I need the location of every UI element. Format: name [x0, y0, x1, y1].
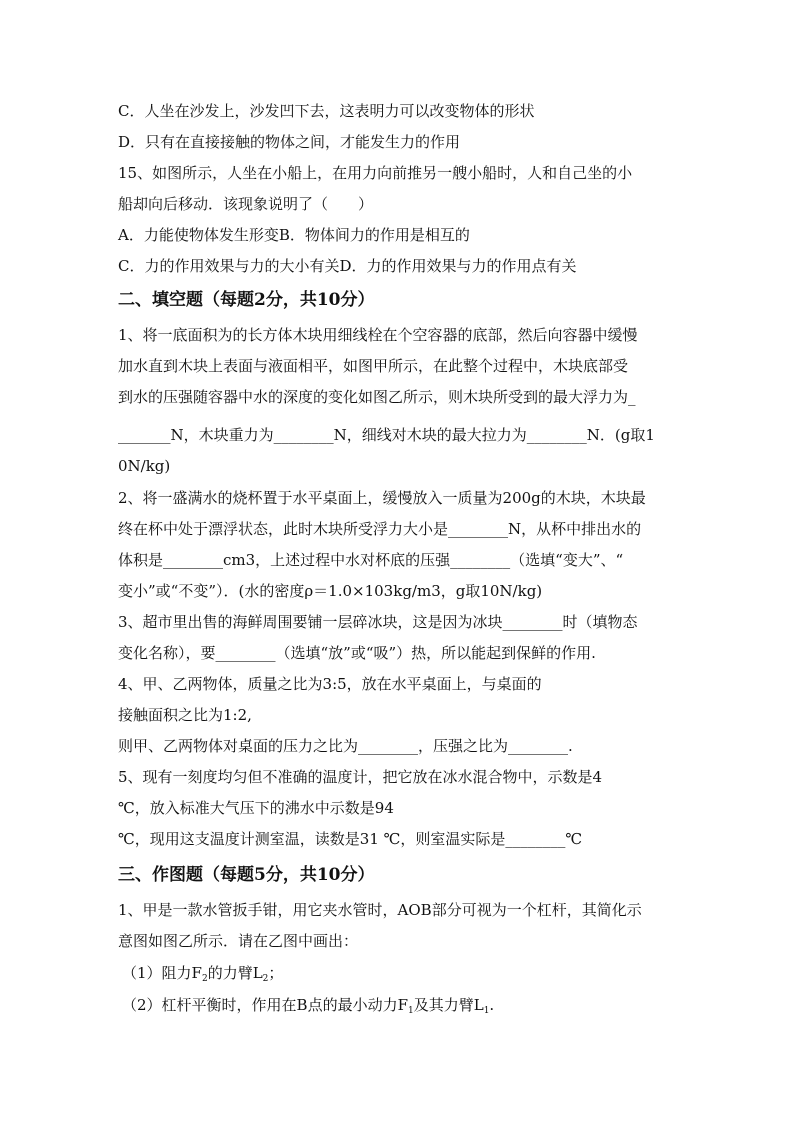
- fill-q3-line-2: 变化名称），要________（选填“放”或“吸”）热，所以能起到保鲜的作用.: [118, 644, 596, 662]
- draw-q1-line-1: 1、甲是一款水管扳手钳，用它夹水管时，AOB部分可视为一个杠杆，其简化示: [118, 901, 642, 919]
- sub-item-2-subscript-l: 1: [483, 1006, 490, 1016]
- fill-q4-line-2: 接触面积之比为1:2,: [118, 706, 252, 724]
- sub-item-2-prefix: （2）杠杆平衡时，作用在B点的最小动力F: [122, 996, 408, 1014]
- sub-item-1-prefix: （1）阻力F: [122, 964, 202, 982]
- option-d-q14: D．只有在直接接触的物体之间，才能发生力的作用: [118, 133, 461, 151]
- fill-q2-line-3: 体积是________cm3，上述过程中水对杯底的压强________（选填“变大”、“: [118, 551, 624, 569]
- draw-q1-sub-item-1: [122, 963, 682, 983]
- sub-item-1-mid: 的力臂L: [207, 964, 263, 982]
- section-2-heading: 二、填空题（每题2分，共10分）: [118, 290, 375, 310]
- fill-q4-line-3: 则甲、乙两物体对桌面的压力之比为________，压强之比为________.: [118, 737, 573, 755]
- fill-q5-line-1: 5、现有一刻度均匀但不准确的温度计，把它放在冰水混合物中，示数是4: [118, 768, 603, 786]
- fill-q2-line-1: 2、将一盛满水的烧杯置于水平桌面上，缓慢放入一质量为200g的木块，木块最: [118, 489, 646, 507]
- draw-q1-sub-item-2: [122, 995, 682, 1015]
- section-3-heading: 三、作图题（每题5分，共10分）: [118, 865, 375, 885]
- fill-q5-line-3: ℃，现用这支温度计测室温，读数是31 ℃，则室温实际是________℃: [118, 830, 583, 848]
- fill-q4-line-1: 4、甲、乙两物体，质量之比为3:5，放在水平桌面上，与桌面的: [118, 675, 542, 693]
- options-cd-q15: C．力的作用效果与力的大小有关D．力的作用效果与力的作用点有关: [118, 257, 577, 275]
- sub-item-2-suffix: .: [489, 996, 495, 1014]
- sub-item-1-suffix: ；: [268, 964, 284, 982]
- draw-q1-line-2: 意图如图乙所示．请在乙图中画出：: [118, 932, 359, 950]
- sub-item-2-subscript-f: 1: [407, 1006, 414, 1016]
- fill-q1-line-3: 到水的压强随容器中水的深度的变化如图乙所示，则木块所受到的最大浮力为_: [118, 388, 636, 406]
- fill-q1-line-2: 加水直到木块上表面与液面相平，如图甲所示，在此整个过程中，木块底部受: [118, 357, 629, 375]
- fill-q5-line-2: ℃，放入标准大气压下的沸水中示数是94: [118, 799, 394, 817]
- fill-q1-line-5: 0N/kg): [118, 457, 171, 475]
- fill-q2-line-2: 终在杯中处于漂浮状态，此时木块所受浮力大小是________N，从杯中排出水的: [118, 520, 642, 538]
- fill-q1-line-1: 1、将一底面积为的长方体木块用细线栓在个空容器的底部，然后向容器中缓慢: [118, 326, 638, 344]
- options-ab-q15: A．力能使物体发生形变B．物体间力的作用是相互的: [118, 226, 470, 244]
- fill-q1-line-4: _______N，木块重力为________N，细线对木块的最大拉力为________N．(g取1: [118, 426, 655, 444]
- sub-item-1-subscript-f: 2: [201, 974, 208, 984]
- option-c-q14: C．人坐在沙发上，沙发凹下去，这表明力可以改变物体的形状: [118, 102, 535, 120]
- fill-q3-line-1: 3、超市里出售的海鲜周围要铺一层碎冰块，这是因为冰块________时（填物态: [118, 613, 638, 631]
- sub-item-2-mid: 及其力臂L: [413, 996, 484, 1014]
- fill-q2-line-4: 变小”或“不变”）．(水的密度ρ＝1.0×103kg/m3，g取10N/kg): [118, 582, 543, 600]
- question-15-line-1: 15、如图所示，人坐在小船上，在用力向前推另一艘小船时，人和自己坐的小: [118, 164, 633, 182]
- sub-item-1-subscript-l: 2: [262, 974, 269, 984]
- question-15-line-2: 船却向后移动．该现象说明了（ ）: [118, 195, 374, 213]
